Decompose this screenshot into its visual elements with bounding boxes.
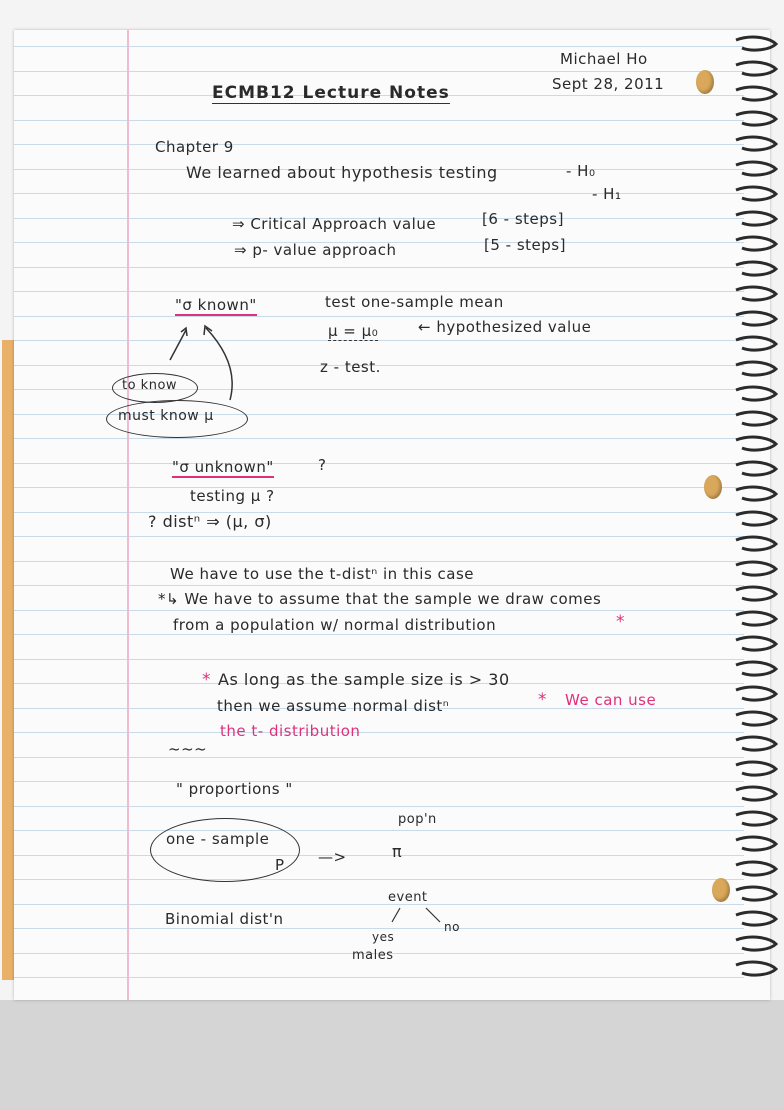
sigma-known-text: "σ known" xyxy=(175,296,257,314)
assume-star: * xyxy=(616,612,625,632)
sigma-unknown-text: "σ unknown" xyxy=(172,458,274,476)
approach-critical-steps: [6 - steps] xyxy=(482,210,564,228)
arrow-stroke xyxy=(170,330,186,360)
to-know-text: to know xyxy=(122,378,178,393)
males-label: males xyxy=(352,948,394,963)
proportions-heading: " proportions " xyxy=(176,780,293,798)
arrow-stroke xyxy=(206,328,232,400)
assume-line-1: *↳ We have to assume that the sample we draw comes xyxy=(158,590,602,608)
approach-critical: ⇒ Critical Approach value xyxy=(232,215,437,233)
popn-label: pop'n xyxy=(398,812,437,827)
author-name: Michael Ho xyxy=(560,50,648,68)
t-dist-line: We have to use the t-distⁿ in this case xyxy=(170,565,475,583)
no-label: no xyxy=(444,920,460,934)
sigma-known-test: test one-sample mean xyxy=(325,293,504,311)
testing-mu: testing μ ? xyxy=(190,487,275,505)
pi-symbol: π xyxy=(392,842,403,861)
dist-line: ? distⁿ ⇒ (μ, σ) xyxy=(148,512,272,531)
yes-label: yes xyxy=(372,930,395,944)
arrow-to-pi: —> xyxy=(318,848,347,866)
can-use-text: We can use xyxy=(565,691,657,709)
mu-equation-note: ← hypothesized value xyxy=(418,318,592,336)
chapter-heading: Chapter 9 xyxy=(155,138,234,156)
branch-stroke xyxy=(392,908,400,922)
date: Sept 28, 2011 xyxy=(552,75,665,93)
then-star: * xyxy=(538,690,547,710)
intro-line: We learned about hypothesis testing xyxy=(186,163,498,182)
binomial-label: Binomial dist'n xyxy=(165,910,284,928)
z-test-label: z - test. xyxy=(320,358,381,376)
page-title: ECMB12 Lecture Notes xyxy=(212,83,450,103)
question-mark: ? xyxy=(318,456,327,474)
one-sample-text: one - sample xyxy=(166,830,270,848)
as-long-star: * xyxy=(202,670,211,690)
as-long-line: As long as the sample size is > 30 xyxy=(218,670,510,689)
h1-label: - H₁ xyxy=(592,185,622,203)
p-symbol: P xyxy=(275,856,285,874)
approach-pvalue: ⇒ p- value approach xyxy=(234,241,397,259)
then-line: then we assume normal distⁿ xyxy=(217,697,450,715)
t-distribution-text: the t- distribution xyxy=(220,722,361,740)
branch-stroke xyxy=(426,908,440,922)
assume-line-2: from a population w/ normal distribution xyxy=(173,616,497,634)
mu-equation: μ = μ₀ xyxy=(328,322,379,340)
event-label: event xyxy=(388,890,428,905)
tilde-mark: ~~~ xyxy=(168,740,208,758)
must-know-text: must know μ xyxy=(118,408,214,424)
approach-pvalue-steps: [5 - steps] xyxy=(484,236,566,254)
h0-label: - H₀ xyxy=(566,162,596,180)
